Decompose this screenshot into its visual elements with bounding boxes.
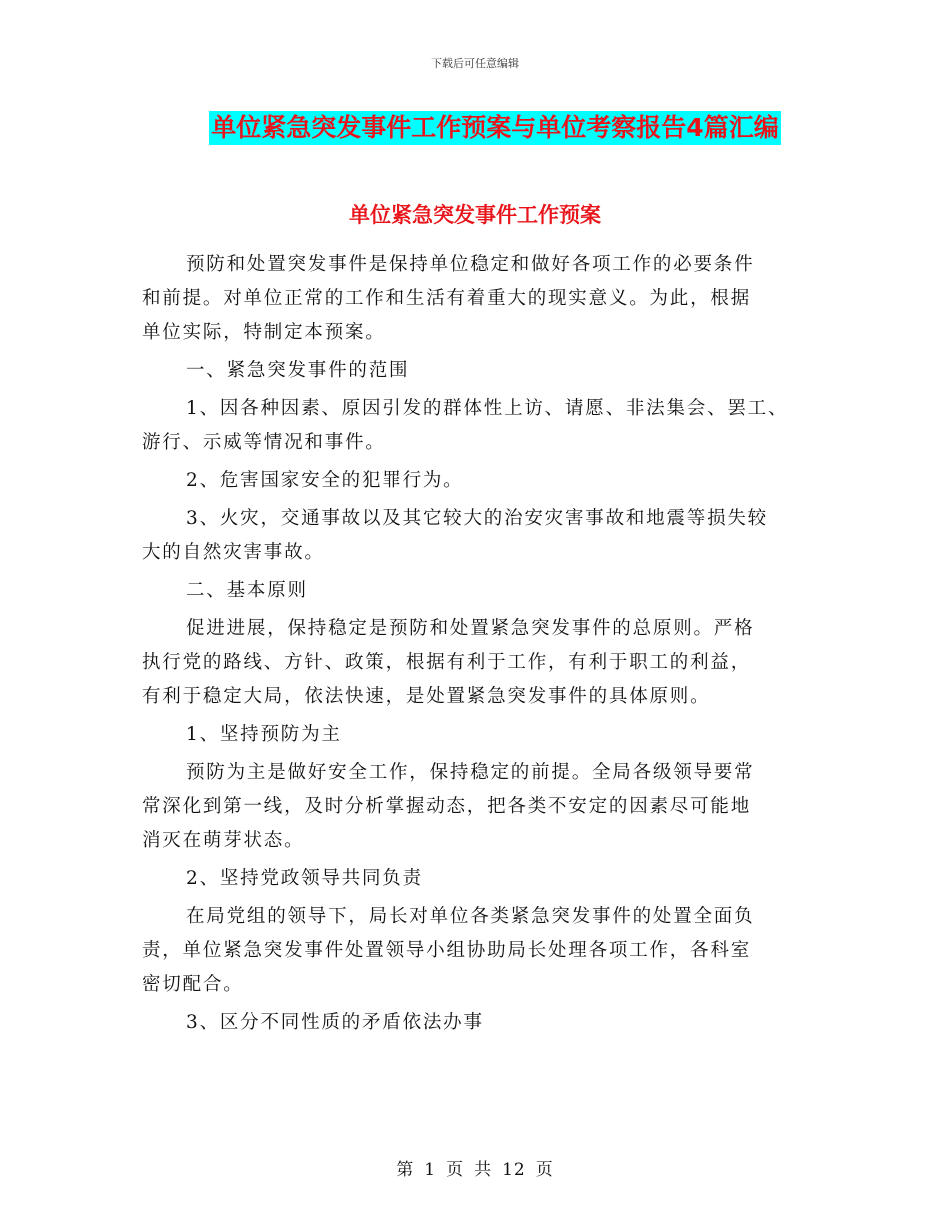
paragraph bbox=[142, 1006, 822, 1040]
paragraph-line: 大的自然灾害事故。 bbox=[142, 542, 325, 563]
paragraph-line: 责，单位紧急突发事件处置领导小组协助局长处理各项工作，各科室 bbox=[142, 940, 752, 961]
paragraph-line: 和前提。对单位正常的工作和生活有着重大的现实意义。为此，根据 bbox=[142, 288, 752, 309]
paragraph-line: 3、火灾，交通事故以及其它较大的治安灾害事故和地震等损失较 bbox=[186, 508, 768, 529]
paragraph-line: 2、危害国家安全的犯罪行为。 bbox=[186, 470, 464, 491]
paragraph-line: 消灭在萌芽状态。 bbox=[142, 830, 305, 851]
footer-total-pages: 12 bbox=[502, 1160, 526, 1180]
paragraph bbox=[142, 354, 822, 388]
paragraph-line: 3、区分不同性质的矛盾依法办事 bbox=[186, 1012, 484, 1033]
paragraph-line: 常深化到第一线，及时分析掌握动态，把各类不安定的因素尽可能地 bbox=[142, 796, 752, 817]
paragraph-line: 预防为主是做好安全工作，保持稳定的前提。全局各级领导要常 bbox=[186, 762, 755, 783]
paragraph-line: 一、紧急突发事件的范围 bbox=[186, 360, 410, 381]
paragraph bbox=[142, 718, 822, 752]
main-title-container bbox=[0, 111, 950, 145]
section-title: 单位紧急突发事件工作预案 bbox=[349, 203, 601, 227]
paragraph-line: 密切配合。 bbox=[142, 974, 244, 995]
footer-page-word: 页 bbox=[446, 1160, 465, 1180]
paragraph-line: 1、因各种因素、原因引发的群体性上访、请愿、非法集会、罢工、 bbox=[186, 398, 789, 419]
paragraph bbox=[142, 248, 822, 350]
paragraph-line: 2、坚持党政领导共同负责 bbox=[186, 868, 423, 889]
paragraph-line: 有利于稳定大局，依法快速，是处置紧急突发事件的具体原则。 bbox=[142, 686, 711, 707]
paragraph bbox=[142, 502, 822, 570]
paragraph bbox=[142, 612, 822, 714]
paragraph bbox=[142, 392, 822, 460]
paragraph-line: 预防和处置突发事件是保持单位稳定和做好各项工作的必要条件 bbox=[186, 254, 755, 275]
paragraph bbox=[142, 756, 822, 858]
paragraph-line: 游行、示威等情况和事件。 bbox=[142, 432, 386, 453]
paragraph-line: 促进进展，保持稳定是预防和处置紧急突发事件的总原则。严格 bbox=[186, 618, 755, 639]
paragraph bbox=[142, 900, 822, 1002]
paragraph bbox=[142, 574, 822, 608]
paragraph-line: 单位实际，特制定本预案。 bbox=[142, 322, 386, 343]
paragraph bbox=[142, 862, 822, 896]
footer-current-page: 1 bbox=[424, 1160, 437, 1180]
document-body bbox=[142, 248, 822, 1044]
paragraph-line: 执行党的路线、方针、政策，根据有利于工作，有利于职工的利益， bbox=[142, 652, 752, 673]
main-title: 单位紧急突发事件工作预案与单位考察报告4篇汇编 bbox=[209, 111, 780, 145]
footer-total-word: 共 bbox=[474, 1160, 493, 1180]
paragraph bbox=[142, 464, 822, 498]
page-footer bbox=[0, 1155, 950, 1180]
paragraph-line: 1、坚持预防为主 bbox=[186, 724, 342, 745]
paragraph-line: 二、基本原则 bbox=[186, 580, 308, 601]
footer-suffix: 页 bbox=[535, 1160, 554, 1180]
footer-prefix: 第 bbox=[396, 1160, 415, 1180]
paragraph-line: 在局党组的领导下，局长对单位各类紧急突发事件的处置全面负 bbox=[186, 906, 755, 927]
header-note: 下载后可任意编辑 bbox=[431, 57, 519, 70]
